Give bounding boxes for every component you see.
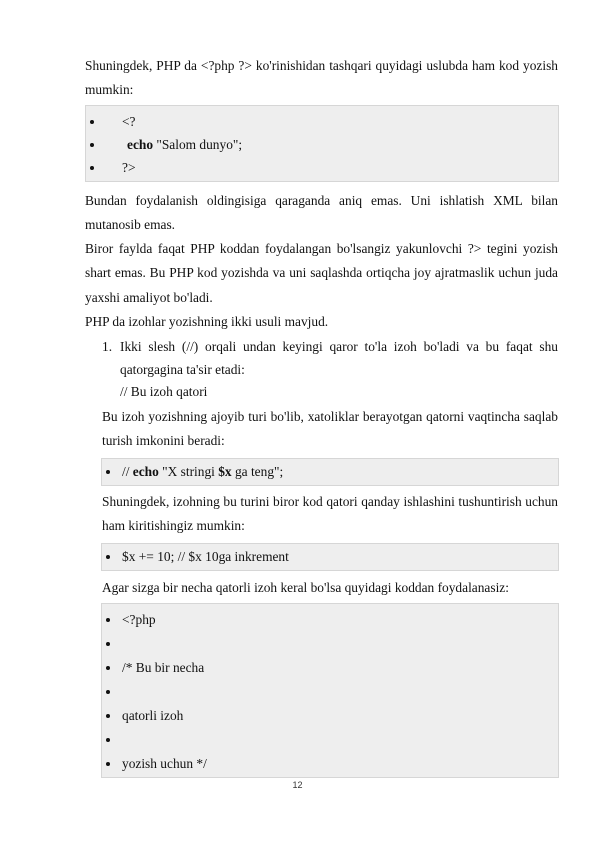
bullet-icon (90, 120, 94, 124)
code-text (127, 135, 242, 155)
code-text: /* Bu bir necha (122, 660, 205, 675)
paragraph-clarity: Bundan foydalanish oldingisiga qaraganda aniq emas. Uni ishlatish XML bilan mutanosib emas. (85, 193, 558, 233)
code-text: // echo "X stringi $x ga teng"; (122, 464, 284, 479)
keyword-echo: echo (127, 137, 154, 152)
code-text: $x += 10; // $x 10ga inkrement (122, 549, 289, 564)
bullet-icon (106, 762, 110, 766)
bullet-icon (106, 738, 110, 742)
code-block-short-tags (85, 105, 559, 182)
list-item-text: Ikki slesh (//) orqali undan keyingi qaror to'la izoh bo'ladi va bu faqat shu qatorgagina ta'sir etadi: (120, 339, 558, 377)
paragraph-multiline-intro: Agar sizga bir necha qatorli izoh keral bo'lsa quyidagi koddan foydalanasiz: (102, 580, 509, 595)
list-number: 1. (102, 339, 113, 354)
paragraph-temp-comment: Bu izoh yozishning ajoyib turi bo'lib, xatoliklar berayotgan qatorni vaqtincha saqlab turish imkonini beradi: (102, 409, 558, 449)
code-block-multiline-comment (101, 603, 559, 778)
code-text: <? (122, 114, 136, 129)
string-literal: "Salom dunyo"; (153, 137, 243, 152)
code-block-increment (101, 543, 559, 571)
paragraph-closing-tag: Biror faylda faqat PHP koddan foydalangan bo'lsangiz yakunlovchi ?> tegini yozish shart emas. Bu PHP kod yozishda va uni saqlashda ortiqcha joy ajratmaslik uchun juda yaxshi amaliyot bo'ladi. (85, 241, 558, 305)
paragraph-explain: Shuningdek, izohning bu turini biror kod qatori qanday ishlashini tushuntirish uchun ham kiritishingiz mumkin: (102, 494, 558, 534)
bullet-icon (106, 714, 110, 718)
page-number: 12 (292, 780, 303, 790)
bullet-icon (106, 690, 110, 694)
bullet-icon (106, 470, 110, 474)
code-text: ?> (122, 160, 136, 175)
code-text: <?php (122, 612, 156, 627)
bullet-icon (106, 555, 110, 559)
variable: $x (218, 464, 232, 479)
bullet-icon (90, 143, 94, 147)
code-text: qatorli izoh (122, 708, 184, 723)
code-block-commented-echo (101, 458, 559, 486)
bullet-icon (106, 642, 110, 646)
bullet-icon (90, 166, 94, 170)
bullet-icon (106, 618, 110, 622)
intro-paragraph: Shuningdek, PHP da <?php ?> ko'rinishidan tashqari quyidagi uslubda ham kod yozish mumkin: (85, 58, 558, 98)
paragraph-comments-intro: PHP da izohlar yozishning ikki usuli mavjud. (85, 314, 329, 329)
bullet-icon (106, 666, 110, 670)
code-text: yozish uchun */ (122, 756, 207, 771)
code-example: // Bu izoh qatori (120, 384, 208, 399)
keyword-echo: echo (132, 464, 159, 479)
